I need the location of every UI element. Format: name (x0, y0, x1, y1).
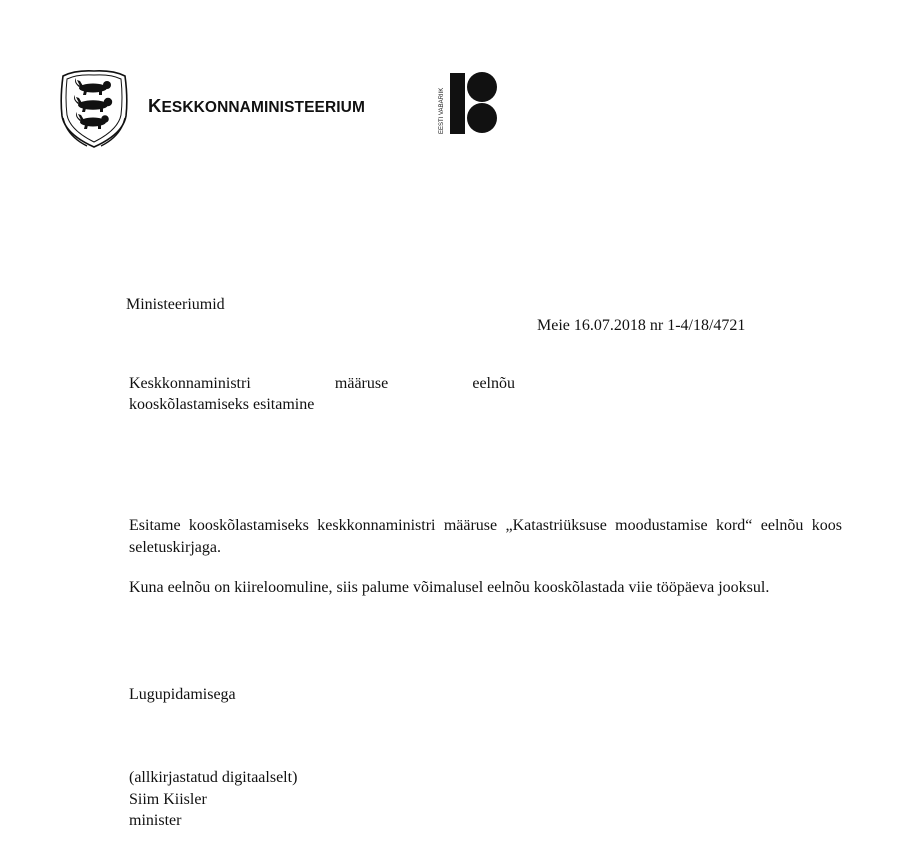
ministry-name-rest: ESKKONNAMINISTEERIUM (161, 99, 365, 116)
letter-reference: Meie 16.07.2018 nr 1-4/18/4721 (537, 317, 746, 334)
ministry-name-initial: K (148, 95, 162, 116)
addressee: Ministeeriumid (126, 296, 225, 313)
eesti-logo-text: EESTI VABARIIK (439, 87, 445, 134)
eesti-vabariik-100-logo-icon (437, 70, 501, 136)
estonian-coat-of-arms-icon (57, 68, 131, 150)
subject-line-2: kooskõlastamiseks esitamine (129, 396, 315, 413)
body-paragraph-2: Kuna eelnõu on kiireloomuline, siis palume võimalusel eelnõu kooskõlastada viie tööpäeva jooksul. (129, 579, 770, 596)
subject-line-1: Keskkonnaministri määruse eelnõu (129, 375, 515, 392)
signer-title: minister (129, 812, 182, 829)
closing-salutation: Lugupidamisega (129, 686, 236, 703)
signer-name: Siim Kiisler (129, 791, 207, 808)
ministry-name (148, 95, 365, 117)
body-paragraph-1: Esitame kooskõlastamiseks keskkonnaministri määruse „Katastriüksuse moodustamise kord“ eelnõu koos seletuskirjaga. (129, 517, 842, 556)
signature-note: (allkirjastatud digitaalselt) (129, 769, 298, 786)
